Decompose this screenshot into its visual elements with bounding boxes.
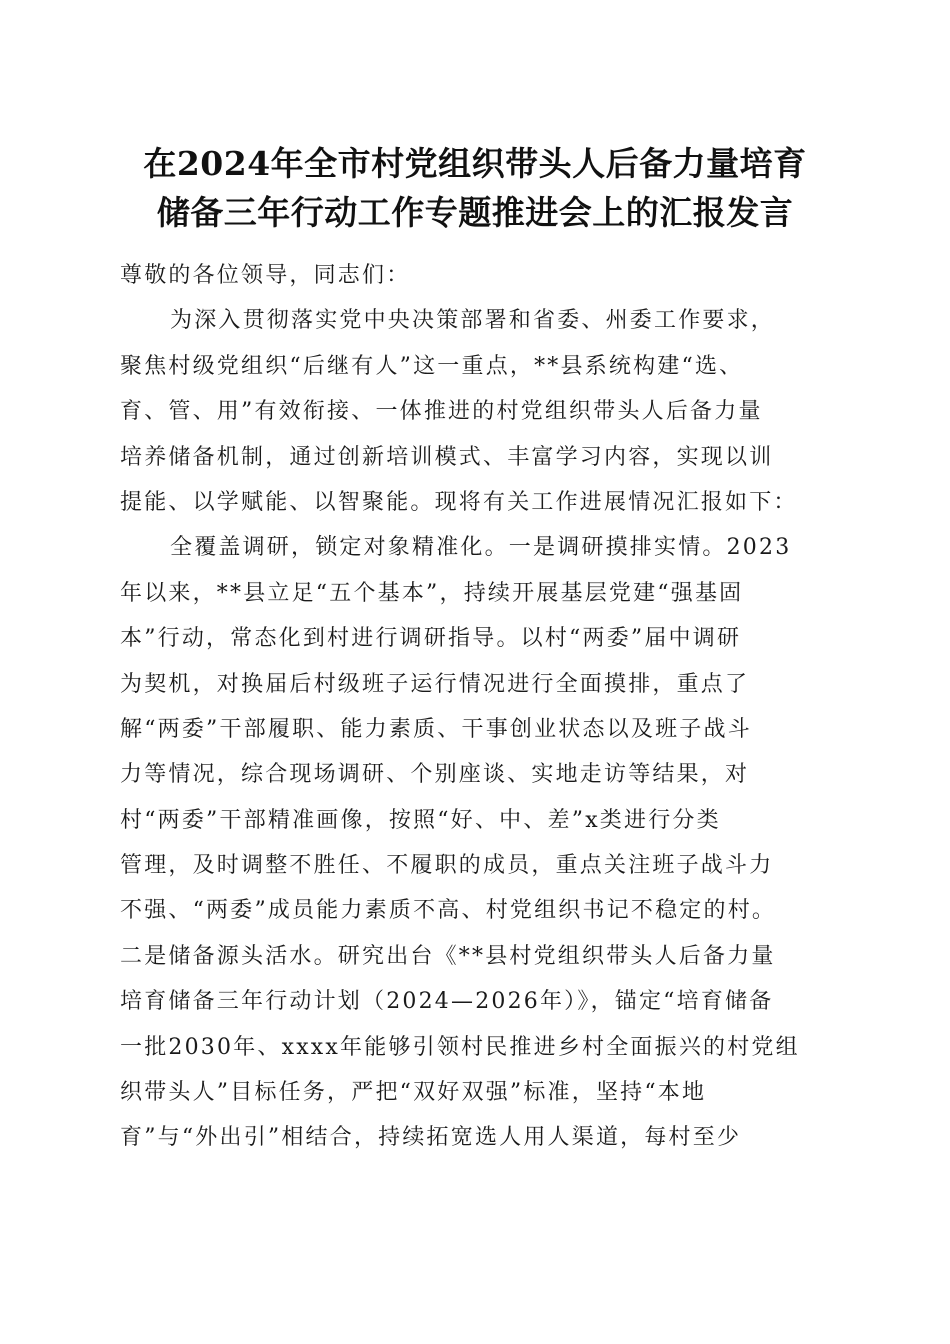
body-line: 为深入贯彻落实党中央决策部署和省委、州委工作要求， [170,308,776,334]
document-title-line-2: 储备三年行动工作专题推进会上的汇报发言 [156,193,794,232]
body-line: 年以来，**县立足“五个基本”，持续开展基层党建“强基固 [120,580,744,606]
body-line: 为契机，对换届后村级班子运行情况进行全面摸排，重点了 [120,671,750,697]
body-line: 提能、以学赋能、以智聚能。现将有关工作进展情况汇报如下： [120,489,798,515]
body-line: 全覆盖调研，锁定对象精准化。一是调研摸排实情。2023 [170,535,792,561]
document-title-line-1: 在2024年全市村党组织带头人后备力量培育 [143,144,807,183]
body-line: 解“两委”干部履职、能力素质、干事创业状态以及班子战斗 [120,716,752,742]
body-line: 不强、“两委”成员能力素质不高、村党组织书记不稳定的村。 [120,898,777,924]
body-line: 村“两委”干部精准画像，按照“好、中、差”x类进行分类 [120,807,721,833]
body-line: 聚焦村级党组织“后继有人”这一重点，**县系统构建“选、 [120,353,744,379]
body-line: 力等情况，综合现场调研、个别座谈、实地走访等结果，对 [120,762,750,788]
body-line: 二是储备源头活水。研究出台《**县村党组织带头人后备力量 [120,943,776,969]
body-line: 培育储备三年行动计划（2024—2026年）》，锚定“培育储备 [120,989,774,1015]
body-line: 培养储备机制，通过创新培训模式、丰富学习内容，实现以训 [120,444,774,470]
salutation: 尊敬的各位领导，同志们： [120,263,411,288]
body-line: 本”行动，常态化到村进行调研指导。以村“两委”届中调研 [120,626,742,652]
body-line: 管理，及时调整不胜任、不履职的成员，重点关注班子战斗力 [120,853,774,879]
body-line: 织带头人”目标任务，严把“双好双强”标准，坚持“本地 [120,1080,707,1106]
body-line: 育”与“外出引”相结合，持续拓宽选人用人渠道，每村至少 [120,1125,742,1151]
document-body [120,253,832,1161]
body-line: 一批2030年、xxxx年能够引领村民推进乡村全面振兴的村党组 [120,1034,800,1060]
body-line: 育、管、用”有效衔接、一体推进的村党组织带头人后备力量 [120,399,763,425]
